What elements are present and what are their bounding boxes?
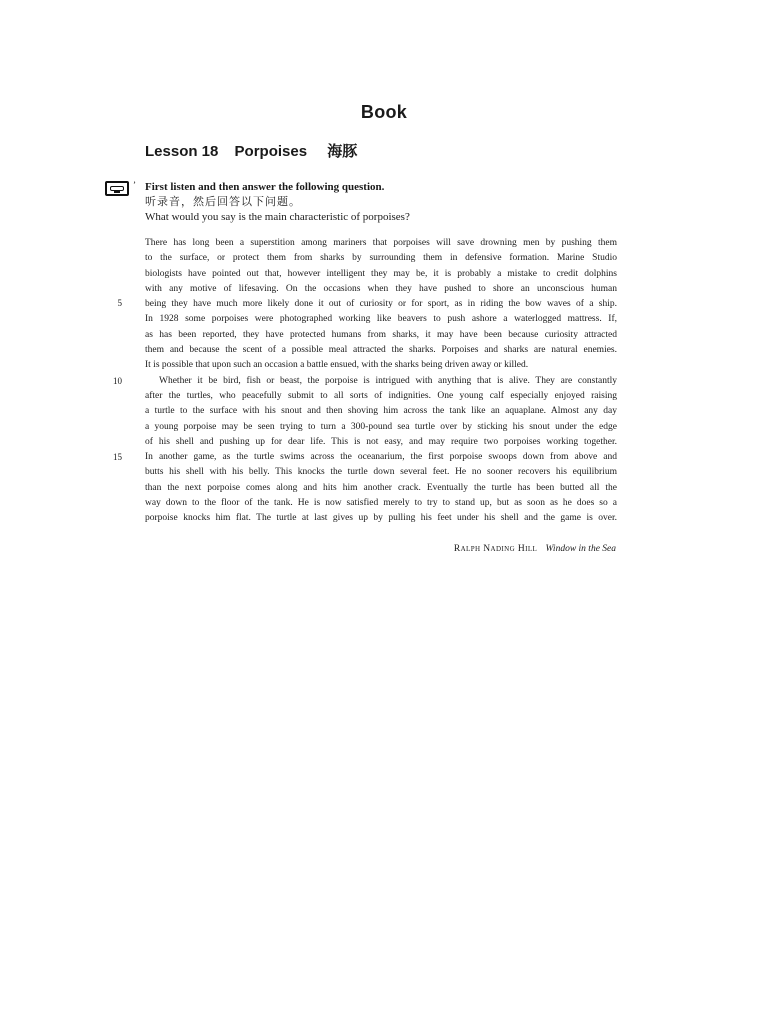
lesson-label: Lesson 18 <box>145 143 219 160</box>
tick-mark-icon: ’ <box>133 180 136 190</box>
passage-line: butts his shell with his belly. This knocks the turtle down several feet. He no sooner recovers his equilibrium <box>145 467 617 478</box>
passage-line: than the next porpoise comes along and hits him another crack. Eventually the turtle has been butted all the <box>145 482 617 493</box>
passage-line: as has been reported, they have protected humans from sharks, it may have been because curiosity attracted <box>145 329 617 340</box>
lesson-name: Porpoises <box>234 143 308 160</box>
passage-line: of his shell and pushing up for dear life. This is not easy, and may require two porpoises working together. <box>145 436 617 447</box>
attribution <box>454 544 616 554</box>
instruction-question: What would you say is the main characteristic of porpoises? <box>145 211 410 223</box>
instruction-english: First listen and then answer the following question. <box>145 181 385 193</box>
line-number-10: 10 <box>113 376 122 386</box>
passage-line: with any motive of lifesaving. On the occasions when they have pushed to shore an unconscious human <box>145 283 617 294</box>
passage-line: There has long been a superstition among mariners that porpoises will save drowning men by pushing them <box>145 238 617 248</box>
passage-line: after the turtles, who peacefully submit to all sorts of indignities. One young calf especially enjoyed raising <box>145 390 617 401</box>
cassette-tape-icon <box>105 181 129 196</box>
passage-line: to the surface, or protect them from sharks by surrounding them in defensive formation. Marine Studio <box>145 253 617 264</box>
listening-instructions <box>145 180 410 225</box>
page-header-title: Book <box>360 102 408 122</box>
passage-line: way down to the floor of the tank. He is now satisfied merely to try to stand up, but as soon as he does so a <box>145 498 617 509</box>
instruction-chinese: 听录音，然后回答以下问题。 <box>145 196 301 208</box>
lesson-title <box>145 140 369 161</box>
reading-passage <box>145 236 617 527</box>
passage-line: them and because the scent of a possible meal attracted the sharks. Porpoises and sharks are natural enemies. <box>145 345 617 356</box>
passage-line: being they have much more likely done it out of curiosity or for sport, as in riding the bow waves of a ship. <box>145 299 617 310</box>
passage-line: In another game, as the turtle swims across the oceanarium, the first porpoise swoops down from above and <box>145 452 617 463</box>
passage-line: porpoise knocks him flat. The turtle at last gives up by pulling his feet under his shell and the game is over. <box>145 513 617 524</box>
passage-line: biologists have pointed out that, however intelligent they may be, it is probably a mistake to credit dolphins <box>145 268 617 279</box>
passage-line: In 1928 some porpoises were photographed working like beavers to push ashore a waterlogged mattress. If, <box>145 314 617 325</box>
line-number-5: 5 <box>117 298 122 308</box>
line-number-15: 15 <box>113 452 122 462</box>
passage-line: a turtle to the surface with his snout and then shoving him across the tank like an aquaplane. Almost any day <box>145 406 617 417</box>
attribution-work: Window in the Sea <box>545 544 616 554</box>
passage-line: a young porpoise may be seen trying to turn a 300-pound sea turtle over by sticking his snout under the edge <box>145 421 617 432</box>
passage-line: Whether it be bird, fish or beast, the porpoise is intrigued with anything that is alive. They are constantly <box>159 375 617 386</box>
passage-line: It is possible that upon such an occasion a battle ensued, with the sharks being driven away or killed. <box>145 360 529 371</box>
attribution-author: Ralph Nading Hill <box>453 544 538 554</box>
lesson-name-chinese: 海豚 <box>327 143 358 160</box>
